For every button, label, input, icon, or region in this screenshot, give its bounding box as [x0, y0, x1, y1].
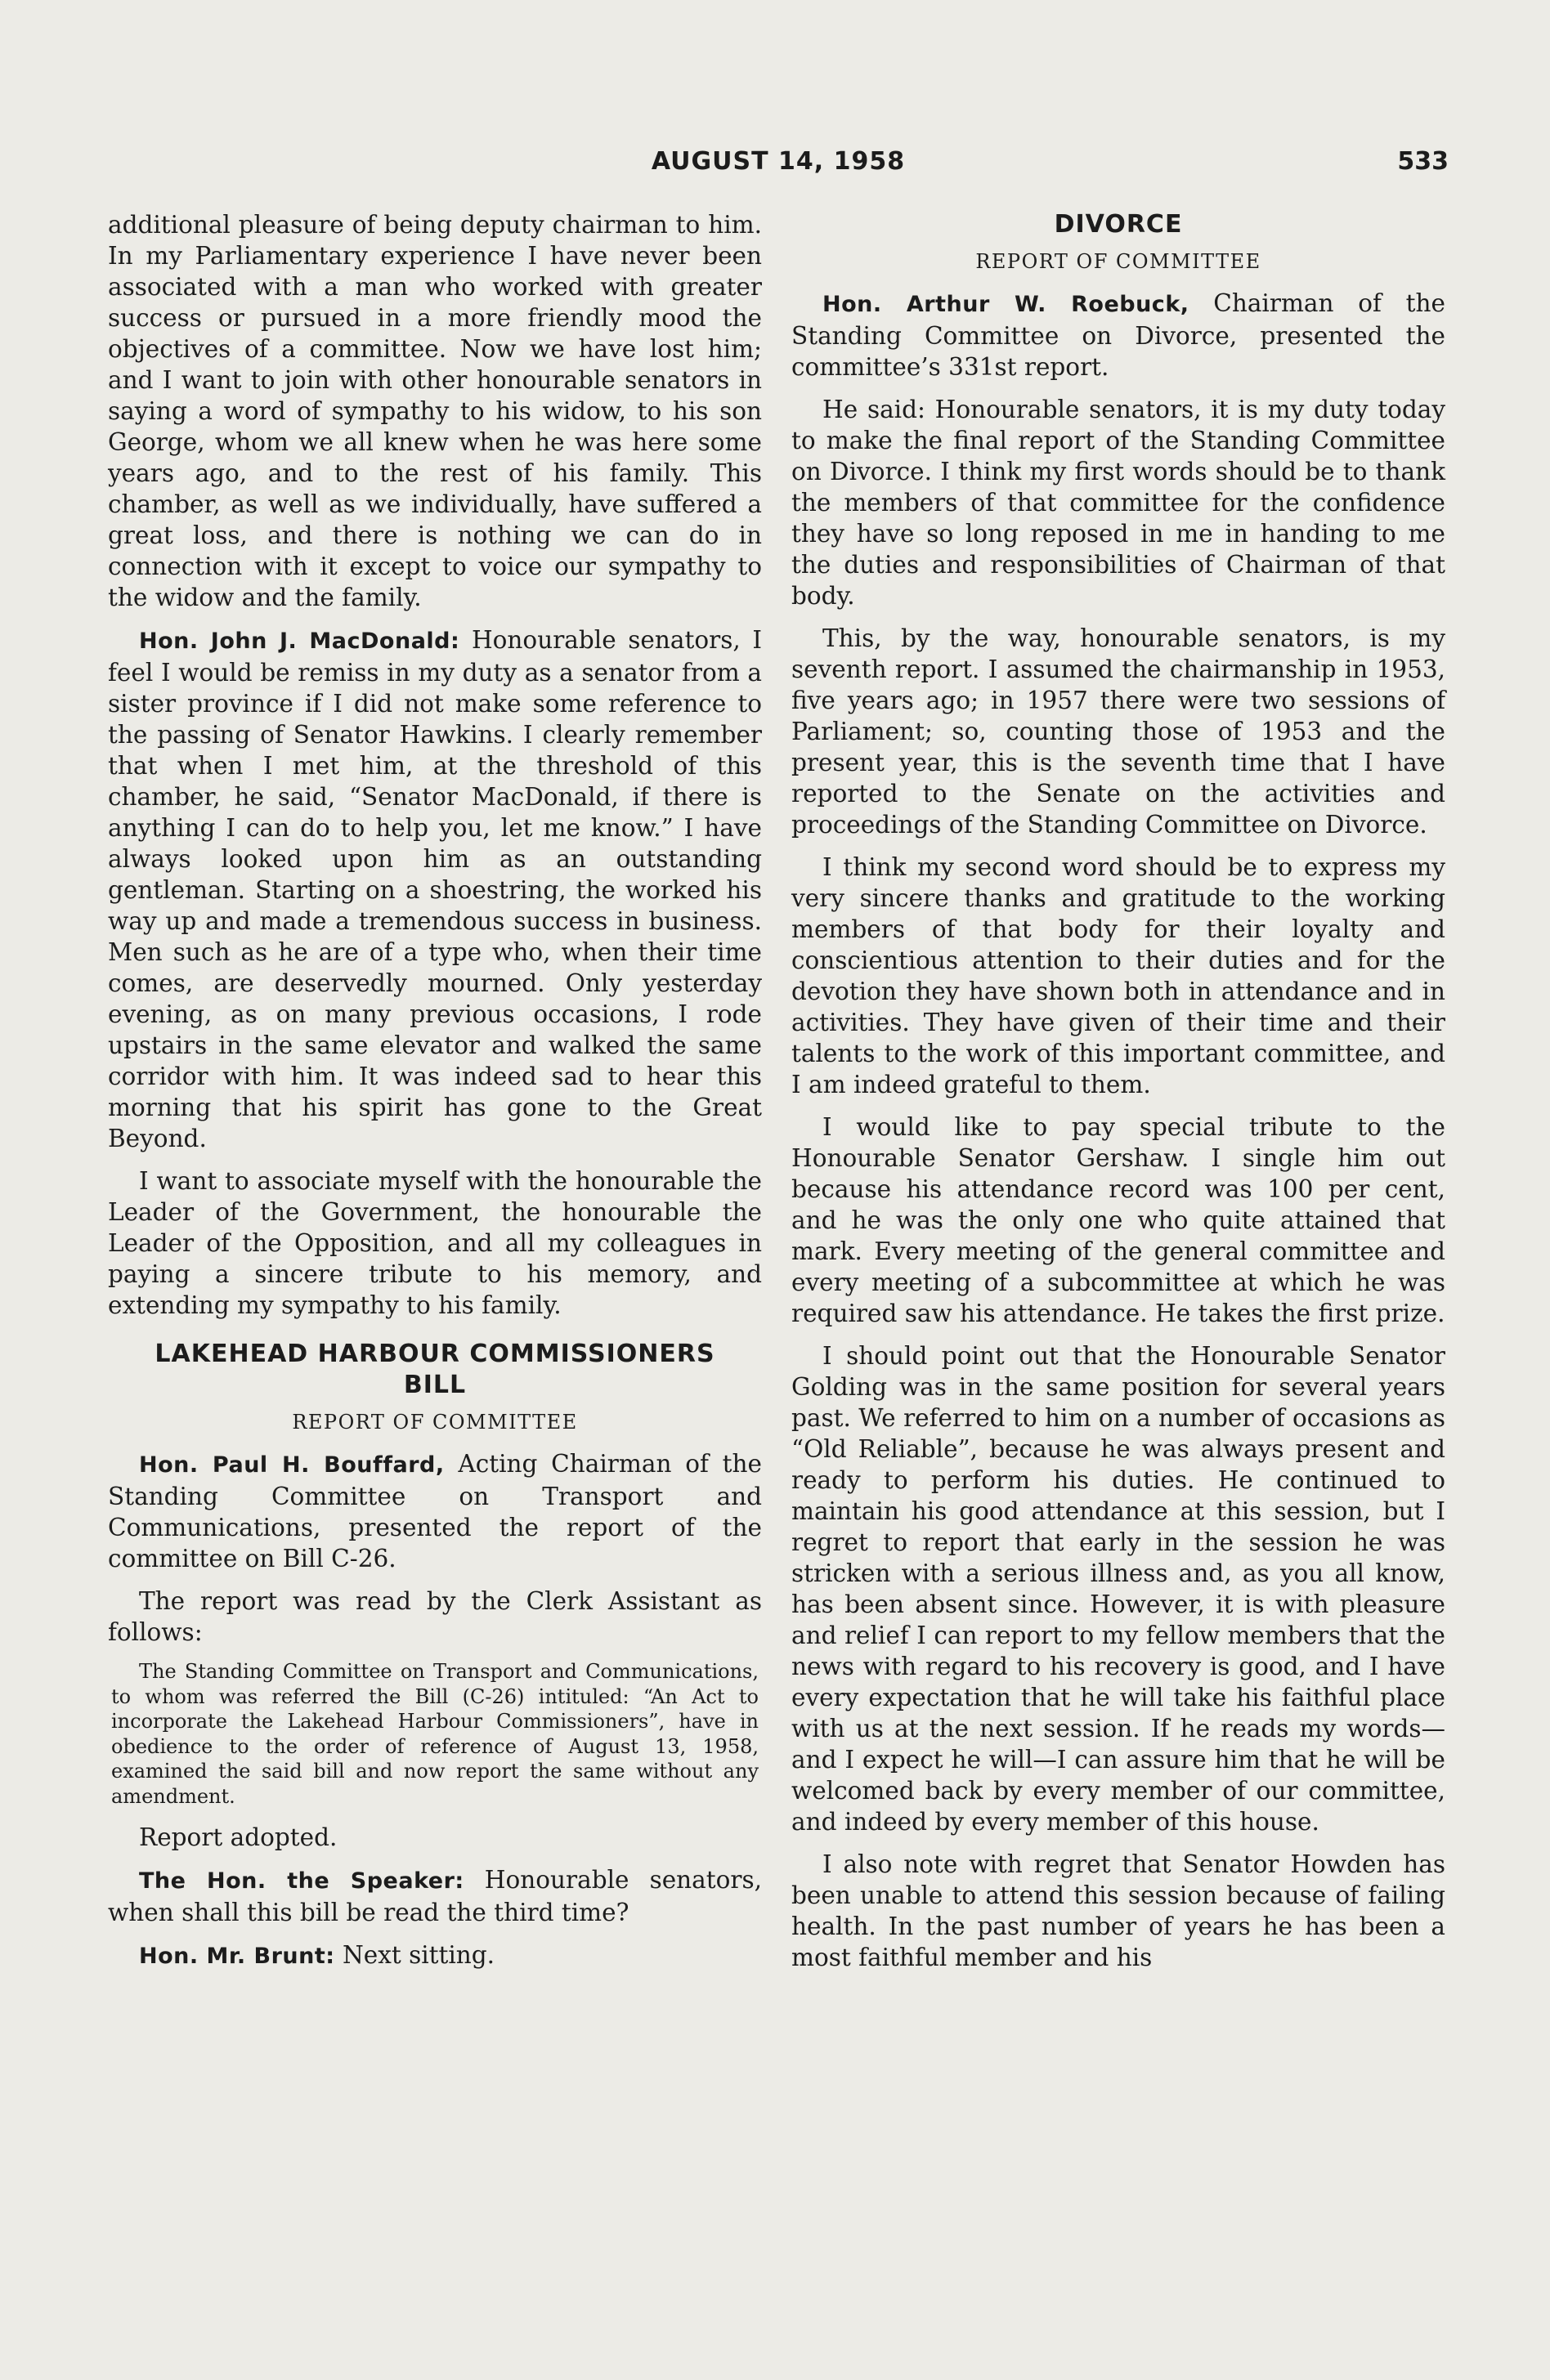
paragraph-text: Honourable senators, when shall this bill be read the third time?: [108, 1866, 762, 1926]
paragraph: He said: Honourable senators, it is my duty today to make the final report of the Standing Committee on Divorce. I think my first words should be to thank the members of that committee for the confidence they have so long reposed in me in handing to me the duties and responsibilities of Chairman of that body.: [791, 396, 1445, 610]
paragraph: [108, 1448, 762, 1574]
speaker-name: The Hon. the Speaker:: [139, 1868, 464, 1894]
speaker-name: Hon. John J. MacDonald:: [139, 629, 460, 654]
paragraph: Report adopted.: [139, 1823, 338, 1851]
paragraph-text: Chairman of the Standing Committee on Divorce, presented the committee’s 331st report.: [791, 289, 1445, 381]
paragraph: I would like to pay special tribute to the Honourable Senator Gershaw. I single him out because his attendance record was 100 per cent, and he was the only one who quite attained that mark. Every meeting of the general committee and every meeting of a subcommittee at which he was required saw his attendance. He takes the first prize.: [791, 1113, 1445, 1327]
section-heading: LAKEHEAD HARBOUR COMMISSIONERS BILL: [155, 1340, 715, 1399]
section-subheading: REPORT OF COMMITTEE: [975, 250, 1261, 273]
paragraph: I think my second word should be to express my very sincere thanks and gratitude to the working members of that body for their loyalty and conscientious attention to their duties and for the devotion they have shown both in attendance and in activities. They have given of their time and their talents to the work of this important committee, and I am indeed grateful to them.: [791, 853, 1445, 1098]
page-number: 533: [1397, 147, 1449, 176]
left-column: [108, 209, 762, 1984]
speaker-name: Hon. Mr. Brunt:: [139, 1944, 335, 1969]
paragraph: [108, 624, 762, 1154]
paragraph: The report was read by the Clerk Assistant as follows:: [108, 1587, 762, 1646]
paragraph: I should point out that the Honourable Senator Golding was in the same position for several years past. We referred to him on a number of occasions as “Old Reliable”, because he was always present and ready to perform his duties. He continued to maintain his good attendance at this session, but I regret to report that early in the session he was stricken with a serious illness and, as you all know, has been absent since. However, it is with pleasure and relief I can report to my fellow members that the news with regard to his recovery is good, and I have every expectation that he will take his faithful place with us at the next session. If he reads my words—and I expect he will—I can assure him that he will be welcomed back by every member of our committee, and indeed by every member of this house.: [791, 1342, 1445, 1836]
paragraph: [791, 288, 1445, 382]
paragraph-text: Acting Chairman of the Standing Committee on Transport and Communications, presented the report of the committee on Bill C-26.: [108, 1450, 762, 1572]
section-subheading: REPORT OF COMMITTEE: [292, 1411, 578, 1434]
section-heading: DIVORCE: [1054, 210, 1183, 239]
speaker-name: Hon. Arthur W. Roebuck,: [822, 292, 1189, 317]
paragraph: This, by the way, honourable senators, is my seventh report. I assumed the chairmanship in 1953, five years ago; in 1957 there were two sessions of Parliament; so, counting those of 1953 and the present year, this is the seventh time that I have reported to the Senate on the activities and proceedings of the Standing Committee on Divorce.: [791, 624, 1445, 839]
report-quote: The Standing Committee on Transport and Communications, to whom was referred the Bill (C-26) intituled: “An Act to incorporate the Lakehead Harbour Commissioners”, have in obedience to the order of reference of August 13, 1958, examined the said bill and now report the same without any amendment.: [111, 1660, 759, 1808]
paragraph-text: Honourable senators, I feel I would be remiss in my duty as a senator from a sister province if I did not make some reference to the passing of Senator Hawkins. I clearly remember that when I met him, at the threshold of this chamber, he said, “Senator MacDonald, if there is anything I can do to help you, let me know.” I have always looked upon him as an outstanding gentleman. Starting on a shoestring, the worked his way up and made a tremendous success in business. Men such as he are of a type who, when their time comes, are deservedly mourned. Only yesterday evening, as on many previous occasions, I rode upstairs in the same elevator and walked the same corridor with him. It was indeed sad to hear this morning that his spirit has gone to the Great Beyond.: [108, 626, 762, 1152]
paragraph: [108, 1864, 762, 1928]
page-header: [108, 147, 1449, 188]
paragraph: I also note with regret that Senator Howden has been unable to attend this session because of failing health. In the past number of years he has been a most faithful member and his: [791, 1850, 1445, 1971]
header-date: AUGUST 14, 1958: [651, 147, 906, 176]
paragraph-text: Next sitting.: [334, 1941, 495, 1969]
speaker-name: Hon. Paul H. Bouffard,: [139, 1452, 445, 1478]
right-column: [791, 209, 1445, 1984]
paragraph: additional pleasure of being deputy chairman to him. In my Parliamentary experience I have never been associated with a man who worked with greater success or pursued in a more friendly mood the objectives of a committee. Now we have lost him; and I want to join with other honourable senators in saying a word of sympathy to his widow, to his son George, whom we all knew when he was here some years ago, and to the rest of his family. This chamber, as well as we individually, have suffered a great loss, and there is nothing we can do in connection with it except to voice our sympathy to the widow and the family.: [108, 211, 762, 611]
paragraph: [108, 1939, 762, 1972]
paragraph: I want to associate myself with the honourable the Leader of the Government, the honourable the Leader of the Opposition, and all my colleagues in paying a sincere tribute to his memory, and extending my sympathy to his family.: [108, 1167, 762, 1319]
